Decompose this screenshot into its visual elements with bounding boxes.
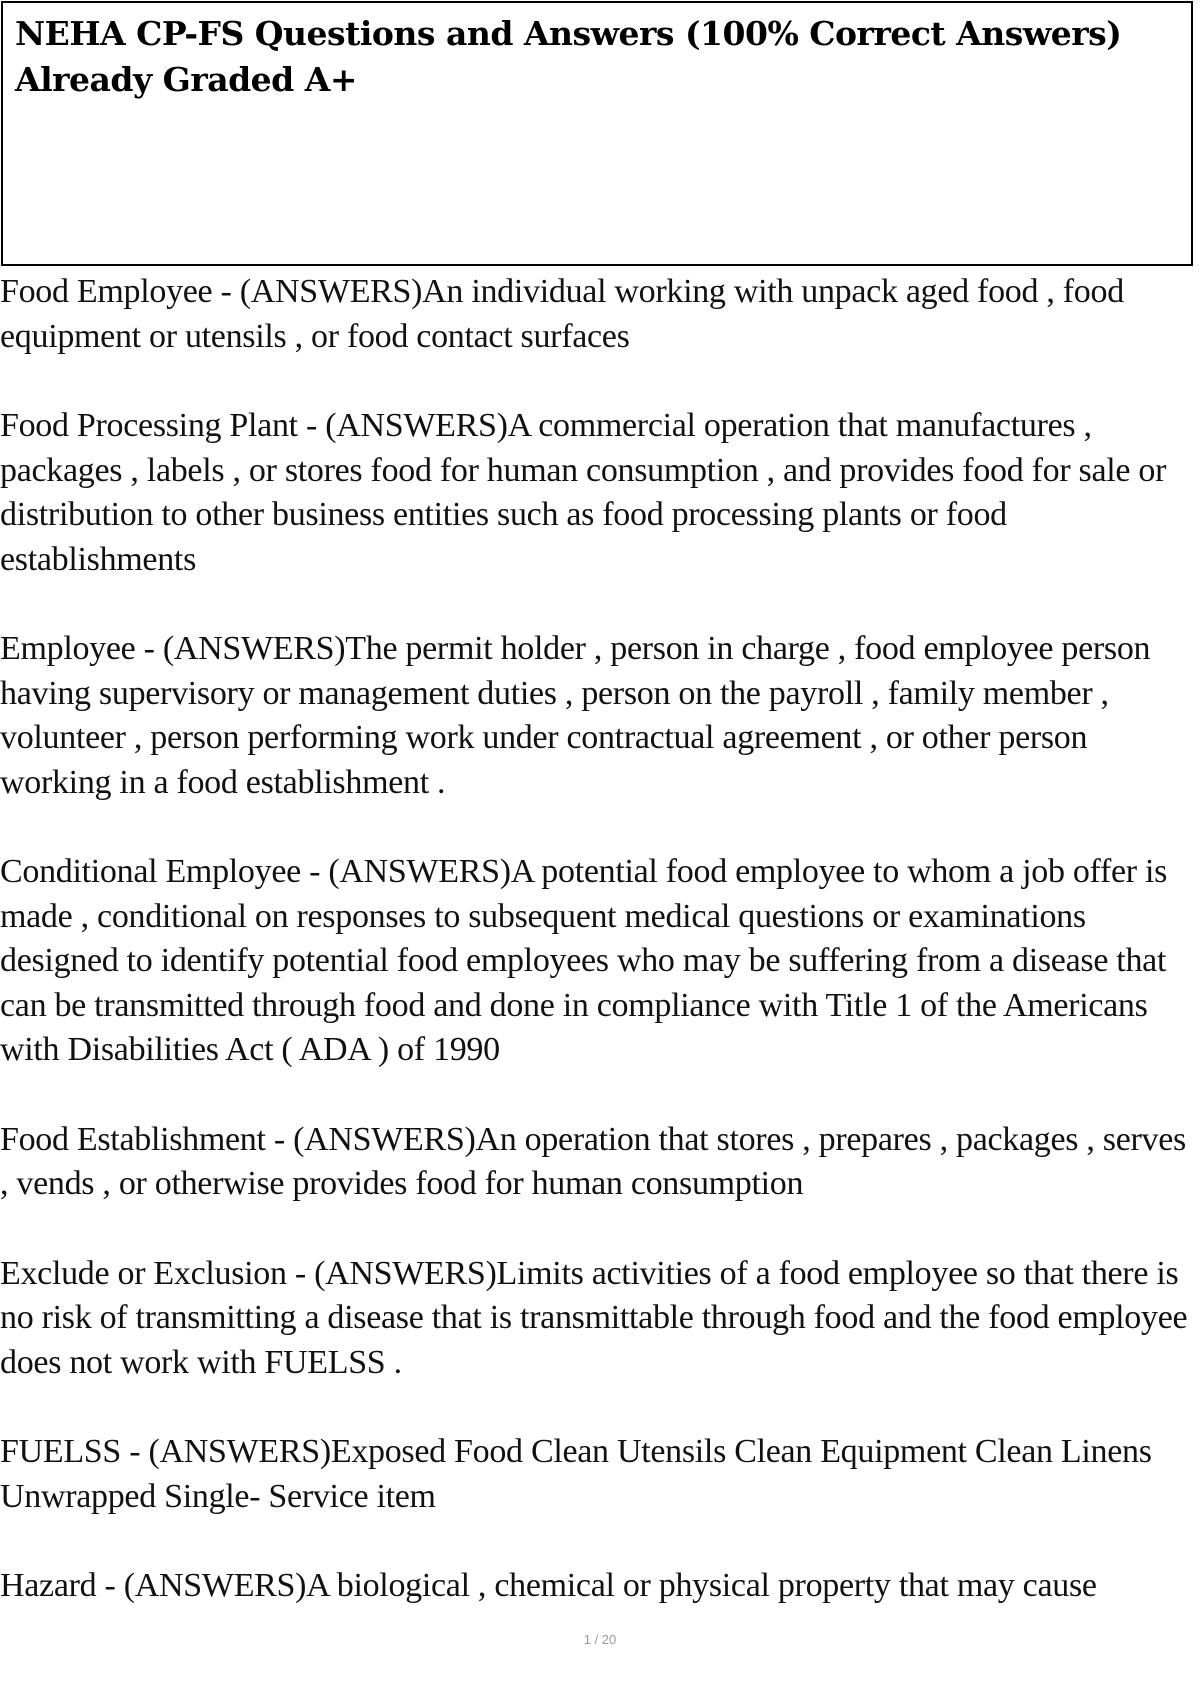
qa-entry-food-establishment: Food Establishment - (ANSWERS)An operation that stores , prepares , packages , serves , vends , or otherwise provides food for human consumption	[0, 1120, 1186, 1202]
document-title: NEHA CP-FS Questions and Answers (100% Correct Answers) Already Graded A+	[15, 14, 1122, 99]
qa-entry-food-processing-plant: Food Processing Plant - (ANSWERS)A commercial operation that manufactures , packages , labels , or stores food for human consumption , and provides food for sale or distribution to other business entities such as food processing plants or food establishments	[0, 407, 1167, 578]
qa-entry-food-employee: Food Employee - (ANSWERS)An individual working with unpack aged food , food equipment or utensils , or food contact surfaces	[0, 273, 1124, 355]
qa-entry-hazard: Hazard - (ANSWERS)A biological , chemical or physical property that may cause	[0, 1567, 1097, 1604]
qa-entry-employee: Employee - (ANSWERS)The permit holder , person in charge , food employee person having supervisory or management duties , person on the payroll , family member , volunteer , person performing work under contractual agreement , or other person working in a food establishment .	[0, 630, 1151, 801]
qa-entry-exclusion: Exclude or Exclusion - (ANSWERS)Limits activities of a food employee so that there is no risk of transmitting a disease that is transmittable through food and the food employee does not work with FUELSS .	[0, 1254, 1188, 1381]
document-title-box	[1, 1, 1193, 266]
qa-entry-fuelss: FUELSS - (ANSWERS)Exposed Food Clean Utensils Clean Equipment Clean Linens Unwrapped Single- Service item	[0, 1433, 1152, 1515]
page-number: 1 / 20	[583, 1632, 617, 1647]
qa-entry-conditional-employee: Conditional Employee - (ANSWERS)A potential food employee to whom a job offer is made , conditional on responses to subsequent medical questions or examinations designed to identify potential food employees who may be suffering from a disease that can be transmitted through food and done in compliance with Title 1 of the Americans with Disabilities Act ( ADA ) of 1990	[0, 853, 1168, 1068]
document-body	[0, 270, 1196, 1654]
